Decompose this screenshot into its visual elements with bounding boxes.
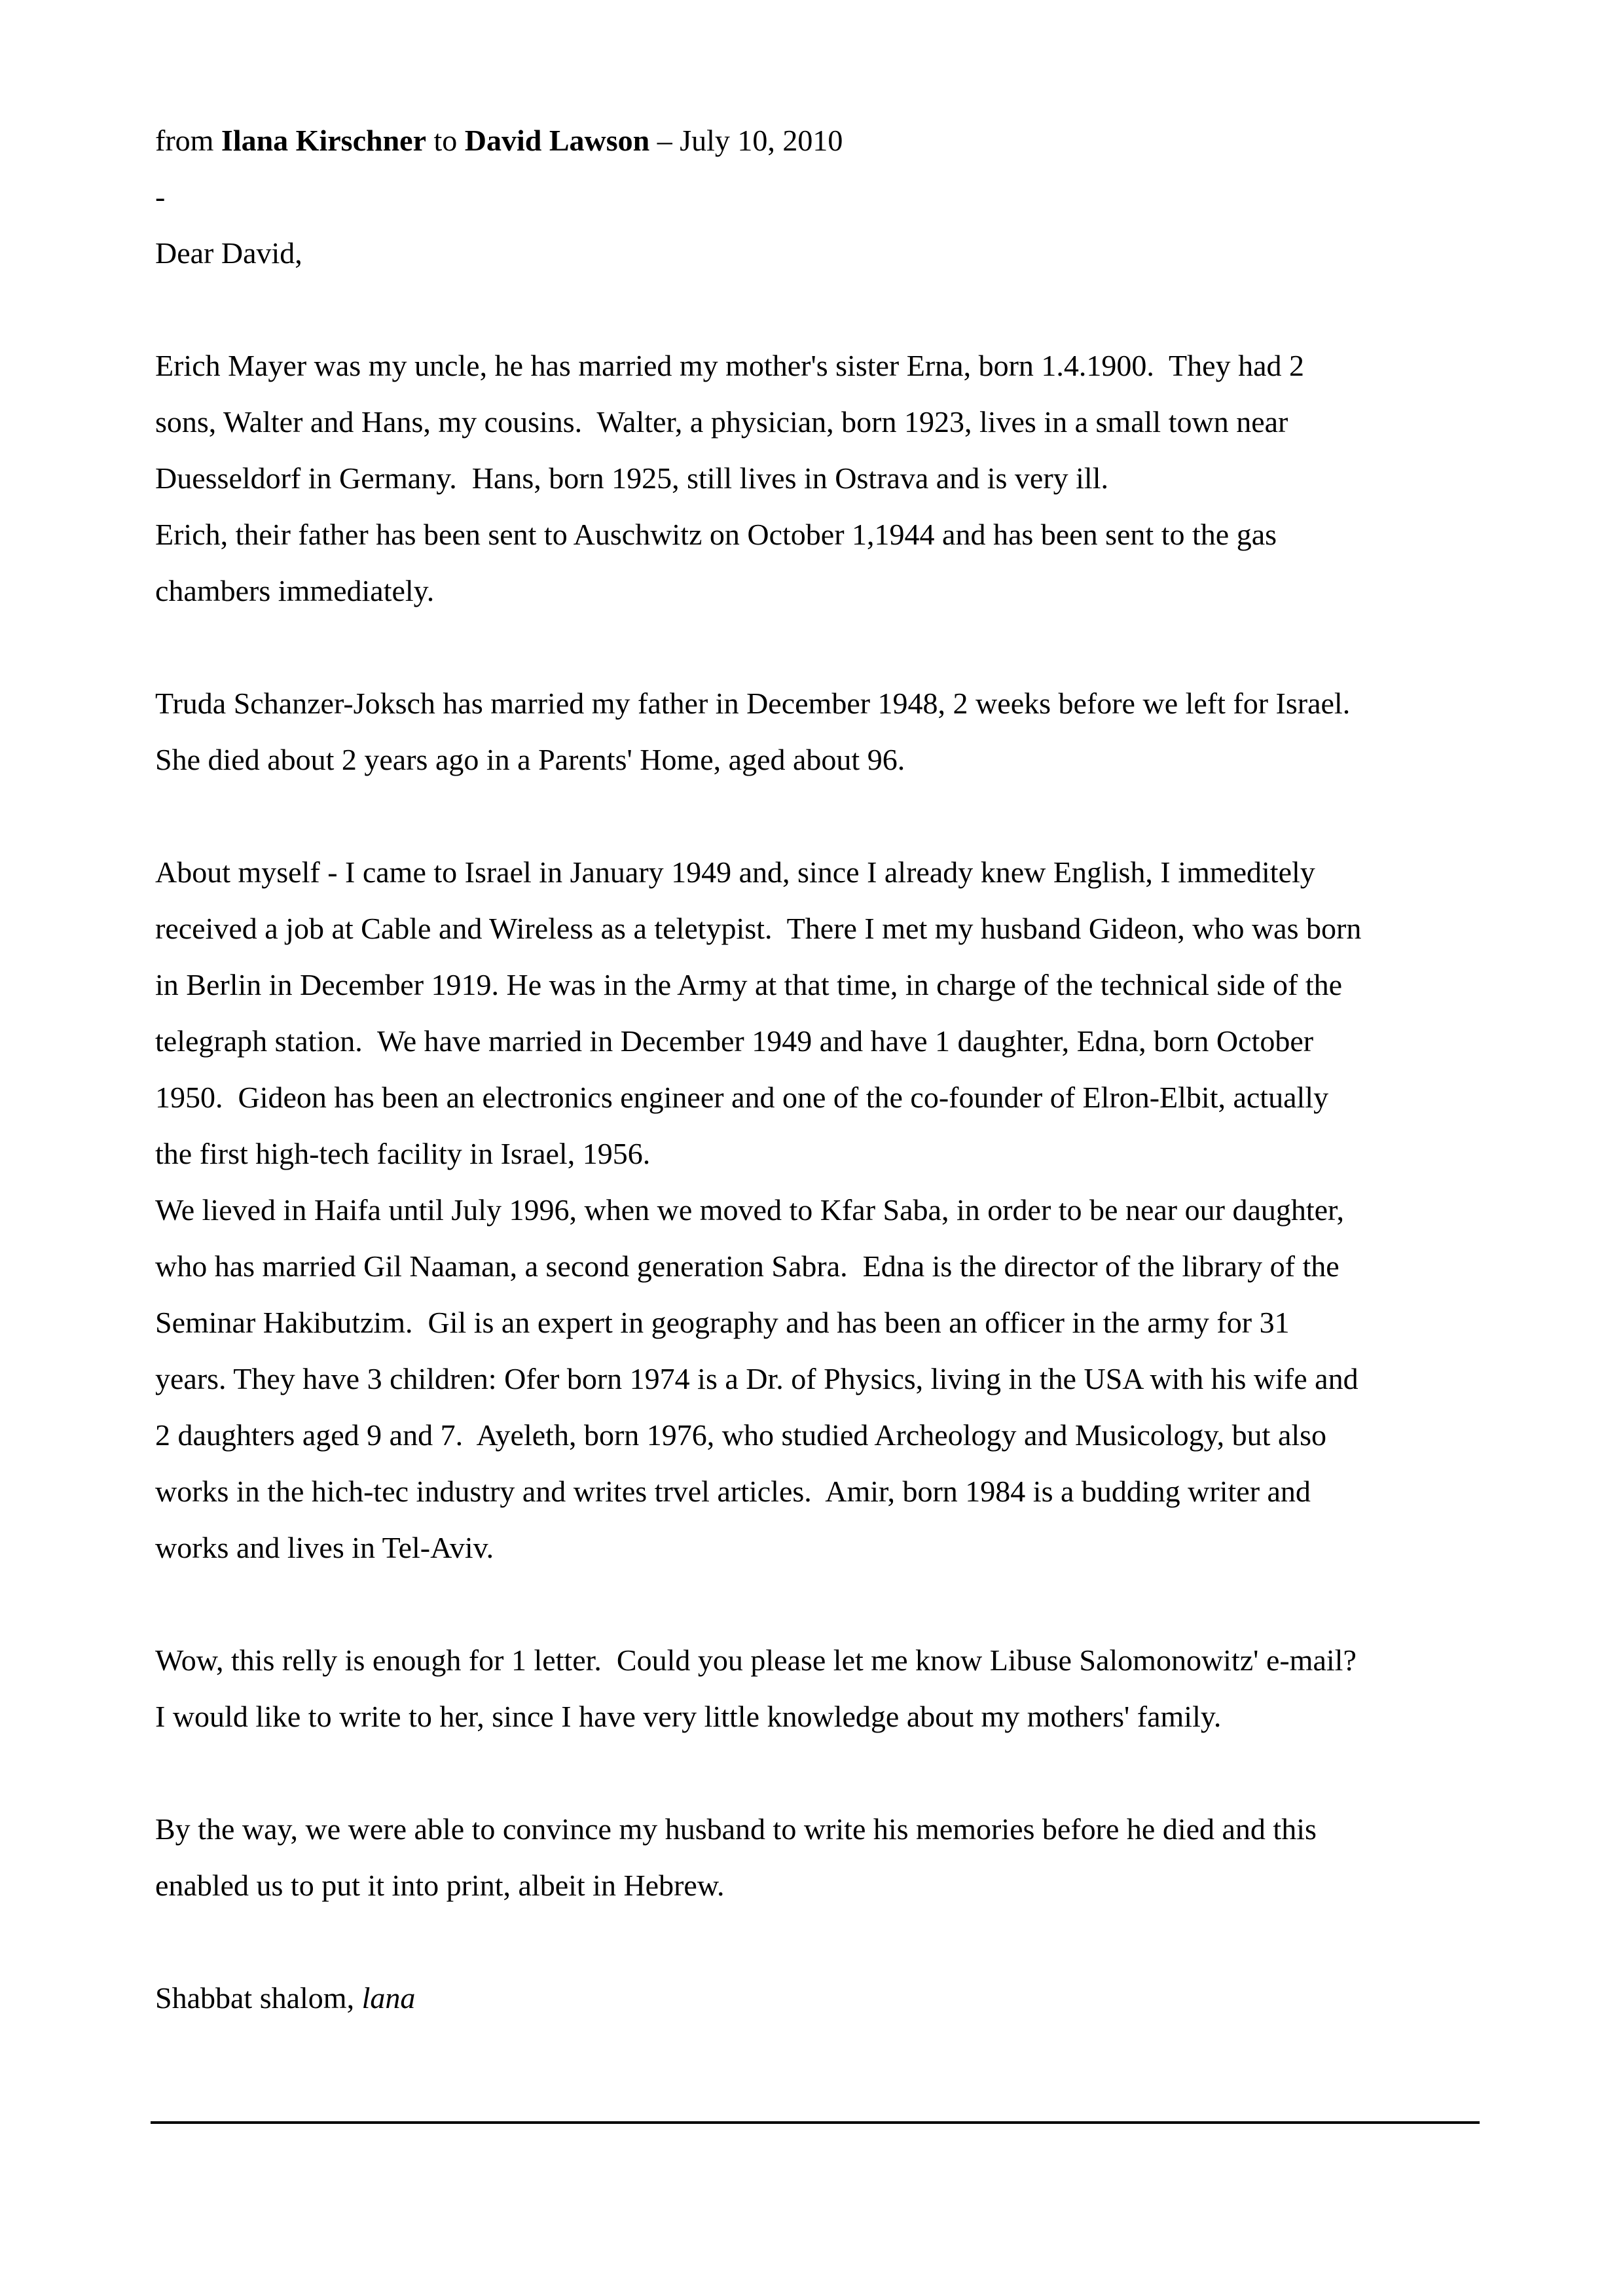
paragraph-1 <box>155 338 1484 619</box>
spacer <box>155 1576 1484 1632</box>
greeting: Dear David, <box>155 236 302 270</box>
spacer <box>155 1745 1484 1801</box>
paragraph-3 <box>155 844 1484 1576</box>
paragraph-line: 2 daughters aged 9 and 7. Ayeleth, born 1976, who studied Archeology and Musicology, but also <box>155 1418 1327 1452</box>
paragraph-line: works and lives in Tel-Aviv. <box>155 1531 494 1564</box>
sender-name: Ilana Kirschner <box>221 124 426 157</box>
paragraph-line: By the way, we were able to convince my husband to write his memories before he died and this <box>155 1812 1317 1846</box>
paragraph-line: Seminar Hakibutzim. Gil is an expert in geography and has been an officer in the army for 31 <box>155 1306 1290 1339</box>
closing-line <box>155 1970 1484 2026</box>
paragraph-line: Erich Mayer was my uncle, he has married my mother's sister Erna, born 1.4.1900. They had 2 <box>155 349 1304 382</box>
recipient-name: David Lawson <box>464 124 650 157</box>
paragraph-5 <box>155 1801 1484 1914</box>
paragraph-line: 1950. Gideon has been an electronics engineer and one of the co-founder of Elron-Elbit, actually <box>155 1081 1329 1114</box>
paragraph-line: Truda Schanzer-Joksch has married my father in December 1948, 2 weeks before we left for Israel. <box>155 687 1351 720</box>
spacer <box>155 619 1484 675</box>
paragraph-line: years. They have 3 children: Ofer born 1974 is a Dr. of Physics, living in the USA with his wife and <box>155 1362 1359 1395</box>
closing-text: Shabbat shalom, <box>155 1981 362 2015</box>
paragraph-line: Erich, their father has been sent to Auschwitz on October 1,1944 and has been sent to the gas <box>155 518 1277 551</box>
paragraph-line: Wow, this relly is enough for 1 letter. Could you please let me know Libuse Salomonowitz' e-mail? <box>155 1643 1357 1677</box>
spacer <box>155 788 1484 844</box>
paragraph-4 <box>155 1632 1484 1745</box>
signature: lana <box>361 1981 416 2015</box>
spacer <box>155 281 1484 338</box>
paragraph-line: About myself - I came to Israel in January 1949 and, since I already knew English, I immeditely <box>155 855 1315 889</box>
paragraph-2 <box>155 675 1484 788</box>
from-word: from <box>155 124 221 157</box>
footer-rule <box>151 2121 1480 2124</box>
paragraph-line: in Berlin in December 1919. He was in the Army at that time, in charge of the technical side of the <box>155 968 1343 1001</box>
paragraph-line: works in the hich-tec industry and writes trvel articles. Amir, born 1984 is a budding writer and <box>155 1475 1311 1508</box>
paragraph-line: We lieved in Haifa until July 1996, when we moved to Kfar Saba, in order to be near our daughter, <box>155 1193 1345 1227</box>
paragraph-line: who has married Gil Naaman, a second generation Sabra. Edna is the director of the library of the <box>155 1249 1340 1283</box>
letter-page <box>155 113 1484 2026</box>
to-word: to <box>426 124 465 157</box>
paragraph-line: received a job at Cable and Wireless as a teletypist. There I met my husband Gideon, who was born <box>155 912 1362 945</box>
letter-date: – July 10, 2010 <box>649 124 843 157</box>
spacer <box>155 1914 1484 1970</box>
letter-header <box>155 113 1484 169</box>
separator-dash: - <box>155 180 166 213</box>
paragraph-line: Duesseldorf in Germany. Hans, born 1925, still lives in Ostrava and is very ill. <box>155 461 1108 495</box>
paragraph-line: I would like to write to her, since I have very little knowledge about my mothers' family. <box>155 1700 1222 1733</box>
paragraph-line: sons, Walter and Hans, my cousins. Walter, a physician, born 1923, lives in a small town near <box>155 405 1288 439</box>
paragraph-line: chambers immediately. <box>155 574 435 607</box>
paragraph-line: She died about 2 years ago in a Parents' Home, aged about 96. <box>155 743 905 776</box>
paragraph-line: telegraph station. We have married in December 1949 and have 1 daughter, Edna, born October <box>155 1024 1314 1058</box>
paragraph-line: the first high-tech facility in Israel, 1956. <box>155 1137 651 1170</box>
paragraph-line: enabled us to put it into print, albeit in Hebrew. <box>155 1869 725 1902</box>
